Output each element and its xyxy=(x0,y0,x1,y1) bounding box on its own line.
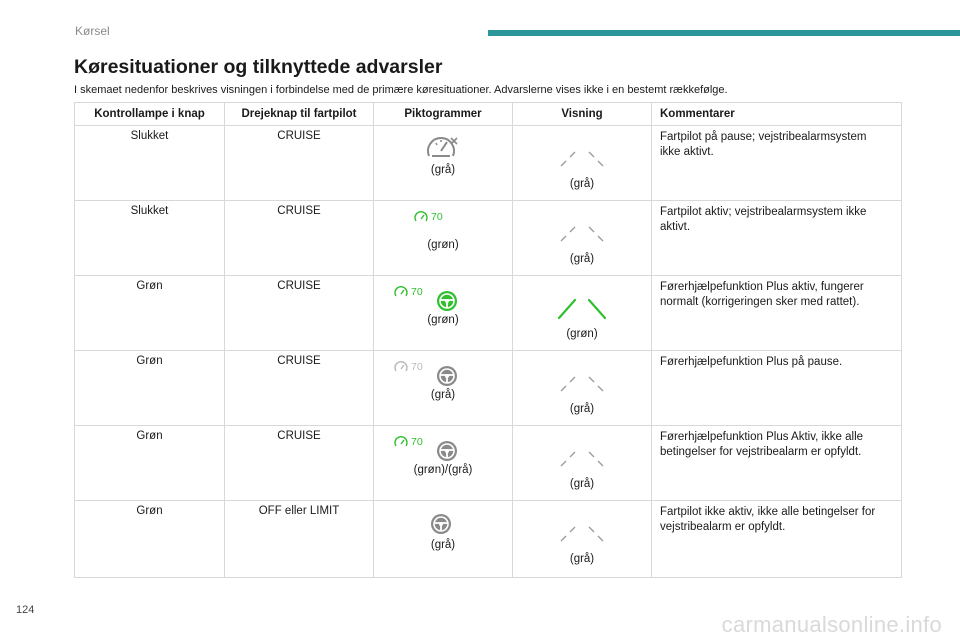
cell-comment: Førerhjælpefunktion Plus på pause. xyxy=(652,351,902,426)
intro-text: I skemaet nedenfor beskrives visningen i forbindelse med de primære køresituationer. Advarslerne vises ikke i en bestemt rækkefølge. xyxy=(74,84,728,96)
table-row xyxy=(75,426,902,501)
table-row xyxy=(75,351,902,426)
table-row xyxy=(75,126,902,201)
cell-lamp: Slukket xyxy=(75,201,225,276)
cell-knob: CRUISE xyxy=(225,351,374,426)
table-header-row xyxy=(75,103,902,126)
table-body xyxy=(75,126,902,578)
warnings-table xyxy=(74,102,902,578)
cell-pictograms xyxy=(374,276,513,351)
steering-wheel-icon xyxy=(436,440,458,465)
pictogram-caption: (grå) xyxy=(430,164,456,176)
speed-value: 70 xyxy=(431,211,443,223)
cell-pictograms xyxy=(374,426,513,501)
cruise-speed-icon xyxy=(394,361,423,373)
cell-comment: Førerhjælpefunktion Plus aktiv, fungerer normalt (korrigeringen sker med rattet). xyxy=(652,276,902,351)
page-number: 124 xyxy=(16,604,35,616)
steering-wheel-icon xyxy=(436,290,458,315)
cruise-gauge-icon xyxy=(425,134,459,165)
cell-lamp: Grøn xyxy=(75,276,225,351)
column-header-comments: Kommentarer xyxy=(652,103,902,126)
display-caption: (grøn) xyxy=(566,328,598,340)
cell-knob: CRUISE xyxy=(225,126,374,201)
pictogram-caption: (grøn)/(grå) xyxy=(413,464,473,476)
cell-pictograms xyxy=(374,126,513,201)
cell-knob: CRUISE xyxy=(225,276,374,351)
pictogram-caption: (grå) xyxy=(430,539,456,551)
cell-knob: CRUISE xyxy=(225,426,374,501)
cell-display xyxy=(513,351,652,426)
speed-value: 70 xyxy=(411,286,423,298)
table-row xyxy=(75,201,902,276)
steering-wheel-icon xyxy=(436,365,458,390)
display-caption: (grå) xyxy=(569,403,595,415)
cruise-speed-icon xyxy=(394,436,423,448)
cruise-speed-icon xyxy=(414,211,443,223)
steering-wheel-icon xyxy=(430,513,452,538)
cell-lamp: Grøn xyxy=(75,351,225,426)
column-header-knob: Drejeknap til fartpilot xyxy=(225,103,374,126)
cruise-speed-icon xyxy=(394,286,423,298)
cell-display xyxy=(513,501,652,578)
cell-comment: Fartpilot aktiv; vejstribealarmsystem ikke aktivt. xyxy=(652,201,902,276)
display-caption: (grå) xyxy=(569,253,595,265)
column-header-lamp: Kontrollampe i knap xyxy=(75,103,225,126)
section-label: Kørsel xyxy=(75,24,110,38)
column-header-pictograms: Piktogrammer xyxy=(374,103,513,126)
cell-display xyxy=(513,276,652,351)
cell-lamp: Grøn xyxy=(75,501,225,578)
display-caption: (grå) xyxy=(569,553,595,565)
cell-display xyxy=(513,201,652,276)
cell-comment: Førerhjælpefunktion Plus Aktiv, ikke alle betingelser for vejstribealarm er opfyldt. xyxy=(652,426,902,501)
speed-value: 70 xyxy=(411,361,423,373)
pictogram-caption: (grå) xyxy=(430,389,456,401)
header-accent-bar xyxy=(488,30,960,36)
cell-pictograms xyxy=(374,351,513,426)
column-header-display: Visning xyxy=(513,103,652,126)
display-caption: (grå) xyxy=(569,478,595,490)
speed-value: 70 xyxy=(411,436,423,448)
watermark: carmanualsonline.info xyxy=(721,612,942,637)
cell-display xyxy=(513,126,652,201)
table-row xyxy=(75,501,902,578)
cell-knob: OFF eller LIMIT xyxy=(225,501,374,578)
table-row xyxy=(75,276,902,351)
cell-lamp: Slukket xyxy=(75,126,225,201)
page-title: Køresituationer og tilknyttede advarsler xyxy=(74,56,443,78)
cell-comment: Fartpilot ikke aktiv, ikke alle betingelser for vejstribealarm er opfyldt. xyxy=(652,501,902,578)
cell-display xyxy=(513,426,652,501)
cell-lamp: Grøn xyxy=(75,426,225,501)
cell-knob: CRUISE xyxy=(225,201,374,276)
pictogram-caption: (grøn) xyxy=(427,314,459,326)
display-caption: (grå) xyxy=(569,178,595,190)
cell-pictograms xyxy=(374,501,513,578)
pictogram-caption: (grøn) xyxy=(427,239,459,251)
cell-pictograms xyxy=(374,201,513,276)
cell-comment: Fartpilot på pause; vejstribealarmsystem ikke aktivt. xyxy=(652,126,902,201)
